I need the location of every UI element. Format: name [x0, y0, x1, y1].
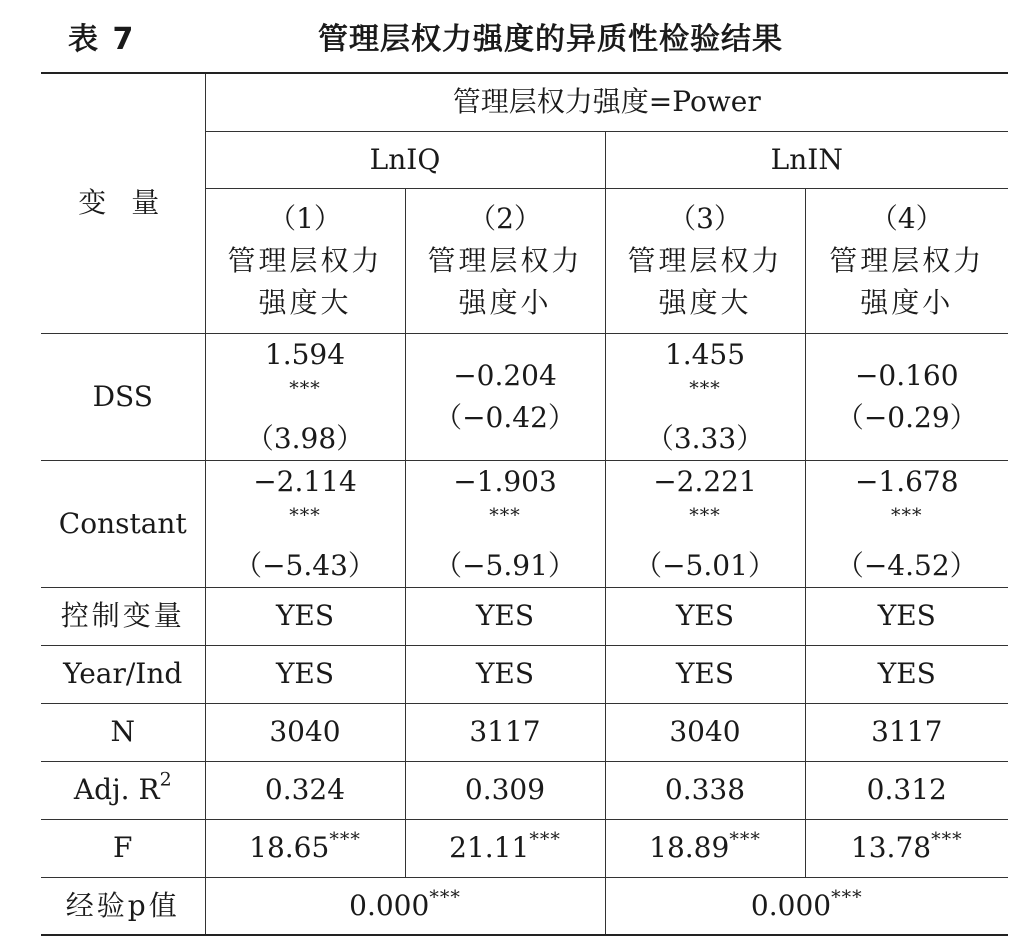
row-label-n: N: [41, 703, 205, 761]
coefficient: 1.594 ***: [264, 337, 346, 400]
row-label-controls: 控制变量: [41, 587, 205, 645]
year-ind-cell-4: YES: [805, 645, 1008, 703]
table-row-f: [41, 819, 1008, 877]
table-row-year-ind: [41, 645, 1008, 703]
significance-stars: ***: [689, 377, 721, 400]
row-label-empirical-p: 经验p值: [41, 877, 205, 935]
constant-cell-4: [805, 460, 1008, 587]
coefficient: −1.678 ***: [854, 464, 959, 527]
t-statistic: （3.98）: [245, 421, 365, 455]
column-label-line2: 强度小: [458, 285, 552, 319]
column-label-line2: 强度大: [658, 285, 752, 319]
table-row-adj-r2: [41, 761, 1008, 819]
group-header-lniq: LnIQ: [205, 131, 605, 188]
table-row-dss: [41, 333, 1008, 460]
n-cell-2: 3117: [405, 703, 605, 761]
table-title: 管理层权力强度的异质性检验结果: [318, 22, 783, 57]
significance-stars: ***: [289, 504, 321, 527]
t-statistic: （−5.01）: [634, 548, 776, 582]
t-statistic: （−0.29）: [835, 400, 978, 434]
dss-cell-1: [205, 333, 405, 460]
column-label-line1: 管理层权力: [227, 243, 383, 277]
coefficient: −2.221 ***: [653, 464, 757, 527]
dss-cell-4: [805, 333, 1008, 460]
column-header-1: [205, 188, 405, 333]
coefficient: 1.455 ***: [664, 337, 746, 400]
significance-stars: ***: [931, 828, 963, 851]
adj-r2-cell-3: 0.338: [605, 761, 805, 819]
column-number: （4）: [869, 201, 944, 235]
significance-stars: ***: [429, 886, 461, 909]
variable-header: 变 量: [41, 73, 205, 333]
dss-cell-2: [405, 333, 605, 460]
column-label-line1: 管理层权力: [627, 243, 783, 277]
n-cell-1: 3040: [205, 703, 405, 761]
controls-cell-1: YES: [205, 587, 405, 645]
t-statistic: （3.33）: [645, 421, 765, 455]
column-label-line2: 强度小: [860, 285, 954, 319]
table-row-empirical-p: [41, 877, 1008, 935]
column-number: （3）: [668, 201, 742, 235]
significance-stars: ***: [891, 504, 923, 527]
table-caption: [0, 0, 1033, 72]
controls-cell-4: YES: [805, 587, 1008, 645]
significance-stars: ***: [529, 828, 561, 851]
row-label-year-ind: Year/Ind: [41, 645, 205, 703]
n-cell-3: 3040: [605, 703, 805, 761]
t-statistic: （−0.42）: [434, 400, 576, 434]
n-cell-4: 3117: [805, 703, 1008, 761]
t-statistic: （−5.91）: [434, 548, 576, 582]
constant-cell-2: [405, 460, 605, 587]
constant-cell-3: [605, 460, 805, 587]
column-header-4: [805, 188, 1008, 333]
column-header-3: [605, 188, 805, 333]
coefficient: −0.204: [453, 358, 557, 392]
controls-cell-2: YES: [405, 587, 605, 645]
adj-r2-cell-4: 0.312: [805, 761, 1008, 819]
column-number: （1）: [268, 201, 342, 235]
t-statistic: （−5.43）: [234, 548, 376, 582]
coefficient: −1.903 ***: [453, 464, 557, 527]
coefficient: −0.160: [854, 358, 959, 392]
constant-cell-1: [205, 460, 405, 587]
group-header-lnin: LnIN: [605, 131, 1008, 188]
adj-r2-cell-2: 0.309: [405, 761, 605, 819]
significance-stars: ***: [831, 886, 863, 909]
f-cell-1: 18.65***: [205, 819, 405, 877]
empirical-p-cell-lnin: 0.000***: [605, 877, 1008, 935]
column-label-line1: 管理层权力: [829, 243, 985, 277]
year-ind-cell-2: YES: [405, 645, 605, 703]
empirical-p-cell-lniq: 0.000***: [205, 877, 605, 935]
table-number: 表 7: [68, 22, 136, 57]
row-label-f: F: [41, 819, 205, 877]
f-cell-3: 18.89***: [605, 819, 805, 877]
row-label-dss: DSS: [41, 333, 205, 460]
t-statistic: （−4.52）: [835, 548, 978, 582]
table-row-controls: [41, 587, 1008, 645]
table-row-n: [41, 703, 1008, 761]
column-number: （2）: [468, 201, 542, 235]
significance-stars: ***: [289, 377, 321, 400]
row-label-constant: Constant: [41, 460, 205, 587]
year-ind-cell-3: YES: [605, 645, 805, 703]
year-ind-cell-1: YES: [205, 645, 405, 703]
superscript-2: 2: [159, 768, 172, 791]
significance-stars: ***: [329, 828, 361, 851]
row-label-adj-r2: Adj. $R^2$: [41, 761, 205, 819]
results-table: [41, 72, 1008, 936]
column-label-line2: 强度大: [258, 285, 352, 319]
f-cell-4: 13.78***: [805, 819, 1008, 877]
significance-stars: ***: [689, 504, 721, 527]
adj-r2-cell-1: 0.324: [205, 761, 405, 819]
significance-stars: ***: [489, 504, 521, 527]
header-row-1: [41, 73, 1008, 131]
table-row-constant: [41, 460, 1008, 587]
significance-stars: ***: [729, 828, 761, 851]
column-header-2: [405, 188, 605, 333]
coefficient: −2.114 ***: [253, 464, 357, 527]
column-label-line1: 管理层权力: [427, 243, 583, 277]
group-title: 管理层权力强度=Power: [205, 73, 1008, 131]
controls-cell-3: YES: [605, 587, 805, 645]
dss-cell-3: [605, 333, 805, 460]
f-cell-2: 21.11***: [405, 819, 605, 877]
